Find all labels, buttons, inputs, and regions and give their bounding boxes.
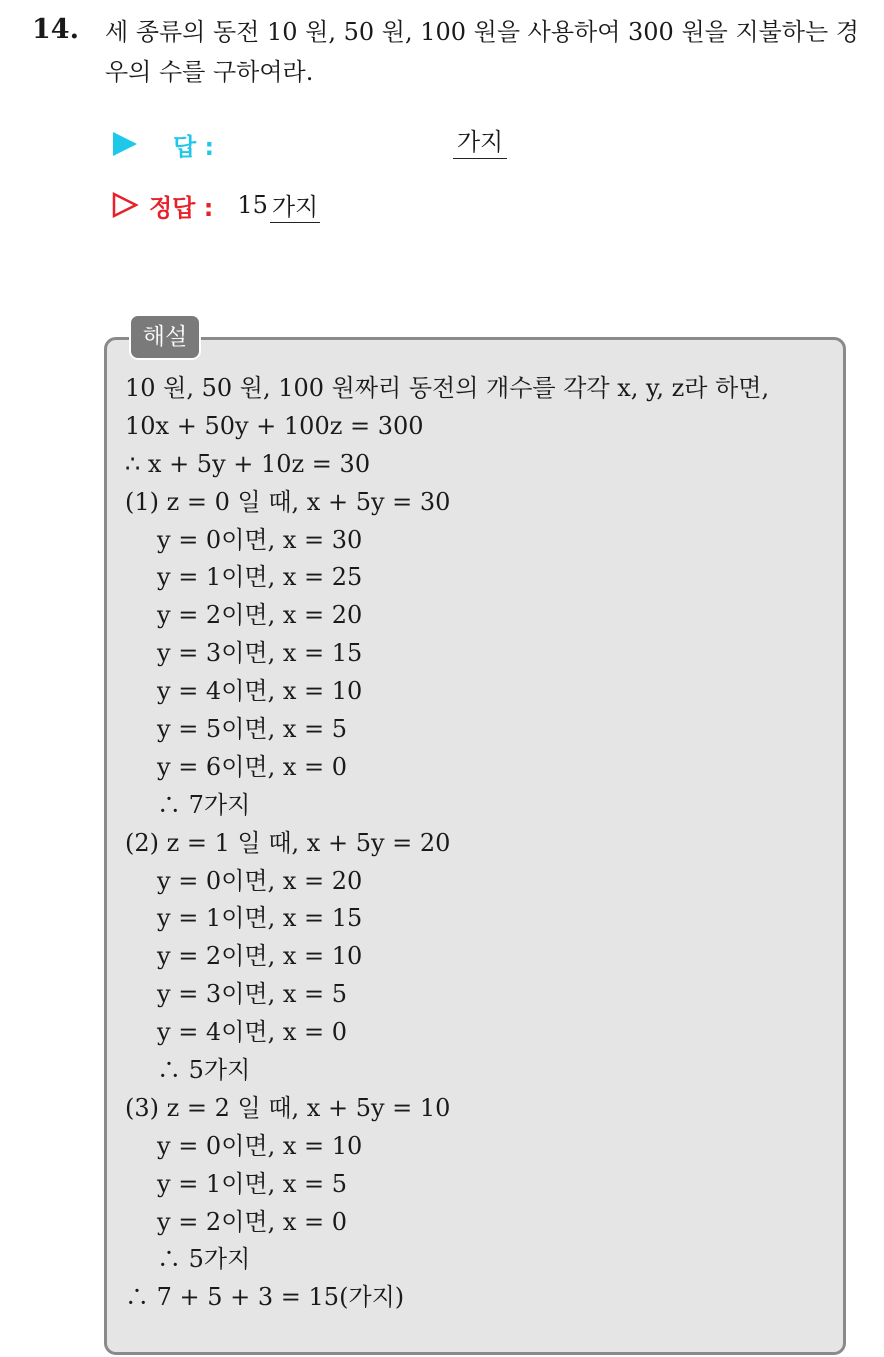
solution-line: y = 0이면, x = 20 bbox=[157, 866, 363, 895]
solution-line: y = 5이면, x = 5 bbox=[157, 715, 347, 744]
correct-value: 15 bbox=[237, 191, 268, 219]
solution-line: y = 3이면, x = 15 bbox=[157, 639, 363, 668]
solution-line: ∴ 7 + 5 + 3 = 15(가지) bbox=[125, 1283, 405, 1312]
solution-line: (2) z = 1 일 때, x + 5y = 20 bbox=[125, 828, 451, 857]
solution-line: ∴ 5가지 bbox=[157, 1056, 251, 1085]
outline-triangle-icon bbox=[111, 191, 139, 219]
filled-triangle-icon bbox=[111, 130, 139, 158]
solution-line: ∴ 7가지 bbox=[157, 790, 251, 819]
correct-label: 정답 : bbox=[149, 193, 214, 222]
answer-row bbox=[111, 126, 214, 162]
solution-tag: 해설 bbox=[129, 314, 201, 360]
solution-line: y = 2이면, x = 10 bbox=[157, 942, 363, 971]
solution-line: y = 6이면, x = 0 bbox=[157, 752, 347, 781]
solution-line: y = 4이면, x = 10 bbox=[157, 677, 363, 706]
solution-content bbox=[125, 370, 825, 1317]
solution-line: y = 4이면, x = 0 bbox=[157, 1018, 347, 1047]
solution-line: 10x + 50y + 100z = 300 bbox=[125, 411, 424, 440]
question-number: 14. bbox=[32, 14, 79, 45]
solution-line: ∴ 5가지 bbox=[157, 1245, 251, 1274]
solution-line: (1) z = 0 일 때, x + 5y = 30 bbox=[125, 487, 451, 516]
solution-line: y = 1이면, x = 25 bbox=[157, 563, 363, 592]
answer-blank[interactable]: 가지 bbox=[453, 126, 507, 159]
solution-line: y = 1이면, x = 5 bbox=[157, 1169, 347, 1198]
solution-line: y = 2이면, x = 0 bbox=[157, 1207, 347, 1236]
solution-line: y = 1이면, x = 15 bbox=[157, 904, 363, 933]
correct-unit: 가지 bbox=[270, 187, 320, 223]
solution-line: y = 3이면, x = 5 bbox=[157, 980, 347, 1009]
correct-answer-row bbox=[111, 187, 320, 223]
solution-line: (3) z = 2 일 때, x + 5y = 10 bbox=[125, 1093, 451, 1122]
solution-line: 10 원, 50 원, 100 원짜리 동전의 개수를 각각 x, y, z라 하면, bbox=[125, 374, 770, 402]
solution-line: ∴ x + 5y + 10z = 30 bbox=[125, 449, 371, 478]
solution-line: y = 0이면, x = 30 bbox=[157, 525, 363, 554]
solution-line: y = 2이면, x = 20 bbox=[157, 601, 363, 630]
answer-label: 답 : bbox=[173, 132, 215, 161]
solution-line: y = 0이면, x = 10 bbox=[157, 1131, 363, 1160]
question-text: 세 종류의 동전 10 원, 50 원, 100 원을 사용하여 300 원을 지불하는 경우의 수를 구하여라. bbox=[105, 18, 859, 86]
